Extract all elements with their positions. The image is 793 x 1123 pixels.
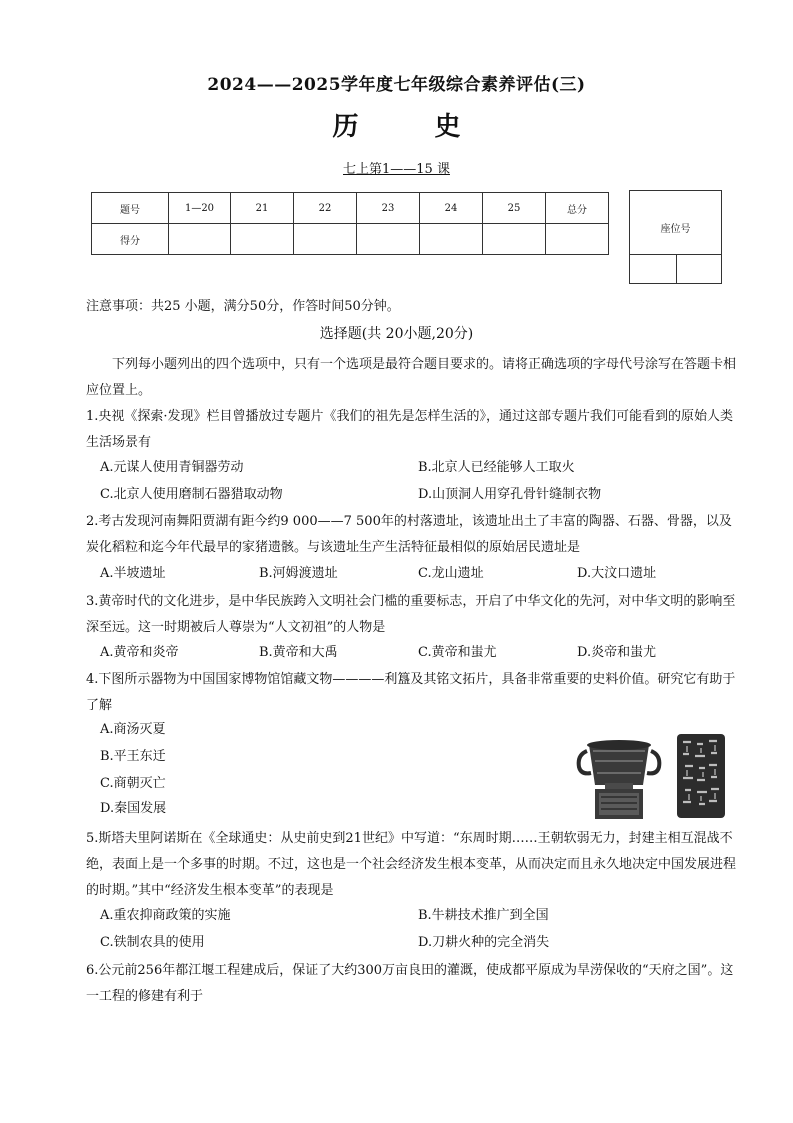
score-header-cell: 总分	[546, 193, 609, 224]
score-row-label: 得分	[92, 224, 169, 255]
question-5-option-a[interactable]: A.重农抑商政策的实施	[100, 908, 231, 923]
question-4-option-d[interactable]: D.秦国发展	[100, 801, 167, 816]
seat-number-label: 座位号	[660, 224, 691, 235]
subject-char-2: 史	[434, 112, 461, 142]
question-3-option-a[interactable]: A.黄帝和炎帝	[100, 645, 179, 660]
instructions: 下列每小题列出的四个选项中，只有一个选项是最符合题目要求的。请将正确选项的字母代号涂写在答题卡相应位置上。	[86, 357, 737, 398]
question-3-option-d[interactable]: D.炎帝和蚩尤	[577, 645, 657, 660]
score-table	[91, 192, 609, 255]
question-4-option-b[interactable]: B.平王东迁	[100, 749, 166, 764]
question-2-option-b[interactable]: B.河姆渡遗址	[259, 566, 338, 581]
score-cell[interactable]	[357, 224, 420, 255]
exam-title: 2024——2025学年度七年级综合素养评估(三)	[207, 75, 586, 95]
question-2-option-d[interactable]: D.大汶口遗址	[577, 566, 657, 581]
score-cell[interactable]	[483, 224, 546, 255]
score-header-cell: 1—20	[169, 193, 231, 224]
subject-char-1: 历	[332, 112, 359, 142]
score-header-cell: 23	[357, 193, 420, 224]
question-3-stem: 3.黄帝时代的文化进步，是中华民族跨入文明社会门槛的重要标志，开启了中华文化的先河，对中华文明的影响至深至远。这一时期被后人尊崇为“人文初祖”的人物是	[86, 594, 736, 635]
question-6-stem: 6.公元前256年都江堰工程建成后，保证了大约300万亩良田的灌溉，使成都平原成为旱涝保收的“天府之国”。这一工程的修建有利于	[86, 963, 734, 1004]
score-cell[interactable]	[420, 224, 483, 255]
score-cell[interactable]	[169, 224, 231, 255]
score-header-cell: 21	[231, 193, 294, 224]
subject-title	[0, 106, 793, 143]
score-header-cell: 25	[483, 193, 546, 224]
score-value-row	[92, 224, 609, 255]
question-2-stem: 2.考古发现河南舞阳贾湖有距今约9 000——7 500年的村落遗址，该遗址出土了丰富的陶器、石器、骨器，以及炭化稻粒和迄今年代最早的家猪遗骸。与该遗址生产生活特征最相似的原始居民遗址是	[86, 514, 732, 555]
li-gui-vessel-image	[575, 731, 663, 821]
question-4-option-a[interactable]: A.商汤灭夏	[100, 722, 166, 737]
question-5-option-d[interactable]: D.刀耕火种的完全消失	[418, 935, 550, 950]
lesson-scope: 七上第1——15 课	[343, 162, 450, 177]
question-4-option-c[interactable]: C.商朝灭亡	[100, 776, 166, 791]
score-header-cell: 22	[294, 193, 357, 224]
question-1-option-c[interactable]: C.北京人使用磨制石器猎取动物	[100, 487, 283, 502]
score-header-cell: 24	[420, 193, 483, 224]
score-cell[interactable]	[294, 224, 357, 255]
question-5-stem: 5.斯塔夫里阿诺斯在《全球通史：从史前史到21世纪》中写道：“东周时期……王朝软弱无力，封建主相互混战不绝，表面上是一个多事的时期。不过，这也是一个社会经济发生根本变革，从而决定而且永久地决定中国发展进程的时期。”其中“经济发生根本变革”的表现是	[86, 831, 737, 898]
question-1-option-b[interactable]: B.北京人已经能够人工取火	[418, 460, 575, 475]
question-5-option-b[interactable]: B.牛耕技术推广到全国	[418, 908, 549, 923]
score-cell[interactable]	[546, 224, 609, 255]
question-1-stem: 1.央视《探索·发现》栏目曾播放过专题片《我们的祖先是怎样生活的》，通过这部专题片我们可能看到的原始人类生活场景有	[86, 409, 734, 450]
inscription-rubbing-image	[675, 732, 727, 820]
question-2-option-c[interactable]: C.龙山遗址	[418, 566, 484, 581]
question-3-option-c[interactable]: C.黄帝和蚩尤	[418, 645, 497, 660]
score-header-cell: 题号	[92, 193, 169, 224]
question-4-stem: 4.下图所示器物为中国国家博物馆馆藏文物————利簋及其铭文拓片，具备非常重要的史料价值。研究它有助于了解	[86, 672, 736, 713]
question-1-option-d[interactable]: D.山顶洞人用穿孔骨针缝制衣物	[418, 487, 602, 502]
question-2-option-a[interactable]: A.半坡遗址	[100, 566, 166, 581]
question-3-option-b[interactable]: B.黄帝和大禹	[259, 645, 338, 660]
question-1-option-a[interactable]: A.元谋人使用青铜器劳动	[100, 460, 244, 475]
score-header-row	[92, 193, 609, 224]
question-5-option-c[interactable]: C.铁制农具的使用	[100, 935, 205, 950]
section-title: 选择题(共 20小题,20分)	[319, 326, 474, 342]
notice: 注意事项：共25 小题，满分50分，作答时间50分钟。	[86, 299, 400, 314]
seat-number-box	[629, 190, 722, 284]
score-cell[interactable]	[231, 224, 294, 255]
